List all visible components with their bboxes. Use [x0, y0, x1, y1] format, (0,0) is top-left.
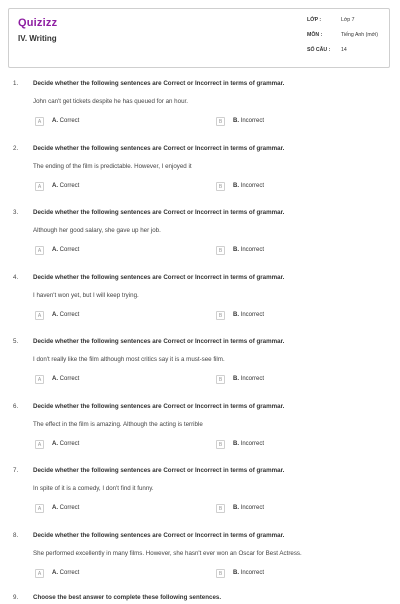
option-a-checkbox[interactable]: A — [35, 311, 44, 320]
option-b-prefix: B. — [233, 247, 239, 253]
option-a-label — [52, 441, 79, 447]
quizizz-logo: Quizizz — [18, 17, 58, 29]
question-number: 5. — [13, 338, 19, 345]
option-a-prefix: A. — [52, 183, 58, 189]
option-b-text: Incorrect — [240, 183, 265, 189]
question-prompt: Choose the best answer to complete these following sentences. — [33, 594, 222, 601]
question-item-partial — [0, 594, 400, 604]
option-b-text: Incorrect — [240, 570, 265, 576]
option-b-label — [233, 183, 264, 189]
question-sentence: I don't really like the film although most critics say it is a must-see film. — [33, 356, 225, 363]
question-number: 7. — [13, 467, 19, 474]
option-b-prefix: B. — [233, 376, 239, 382]
meta-value: Tiếng Anh (mới) — [341, 32, 378, 38]
option-a-label — [52, 247, 79, 253]
option-a-text: Correct — [59, 312, 80, 318]
question-item — [0, 145, 400, 209]
option-b-text: Incorrect — [240, 505, 265, 511]
option-b-label — [233, 441, 264, 447]
question-prompt: Decide whether the following sentences are Correct or Incorrect in terms of grammar. — [33, 532, 285, 539]
option-b-checkbox[interactable]: B — [216, 117, 225, 126]
option-a-text: Correct — [59, 570, 80, 576]
question-item — [0, 338, 400, 402]
option-a-text: Correct — [59, 505, 80, 511]
section-title: IV. Writing — [18, 34, 57, 43]
option-b-text: Incorrect — [240, 441, 265, 447]
option-a-label — [52, 505, 79, 511]
question-sentence: The effect in the film is amazing. Although the acting is terrible — [33, 421, 203, 428]
option-b-label — [233, 312, 264, 318]
option-b-label — [233, 247, 264, 253]
option-a-label — [52, 570, 79, 576]
option-a-text: Correct — [59, 376, 80, 382]
question-item — [0, 274, 400, 338]
question-prompt: Decide whether the following sentences are Correct or Incorrect in terms of grammar. — [33, 467, 285, 474]
option-a-checkbox[interactable]: A — [35, 375, 44, 384]
option-b-checkbox[interactable]: B — [216, 440, 225, 449]
question-number: 6. — [13, 403, 19, 410]
option-b-prefix: B. — [233, 312, 239, 318]
question-number: 4. — [13, 274, 19, 281]
question-number: 2. — [13, 145, 19, 152]
question-number: 8. — [13, 532, 19, 539]
option-a-checkbox[interactable]: A — [35, 117, 44, 126]
question-sentence: In spite of it is a comedy, I don't find it funny. — [33, 485, 154, 492]
option-a-label — [52, 118, 79, 124]
option-a-label — [52, 312, 79, 318]
option-a-prefix: A. — [52, 505, 58, 511]
option-b-label — [233, 570, 264, 576]
option-b-checkbox[interactable]: B — [216, 246, 225, 255]
question-prompt: Decide whether the following sentences are Correct or Incorrect in terms of grammar. — [33, 403, 285, 410]
option-a-checkbox[interactable]: A — [35, 569, 44, 578]
option-a-checkbox[interactable]: A — [35, 246, 44, 255]
option-a-text: Correct — [59, 183, 80, 189]
option-a-label — [52, 183, 79, 189]
option-a-text: Correct — [59, 247, 80, 253]
option-b-checkbox[interactable]: B — [216, 569, 225, 578]
question-sentence: I haven't won yet, but I will keep trying. — [33, 292, 139, 299]
meta-value: 14 — [341, 47, 347, 53]
question-prompt: Decide whether the following sentences are Correct or Incorrect in terms of grammar. — [33, 274, 285, 281]
option-b-label — [233, 376, 264, 382]
question-prompt: Decide whether the following sentences are Correct or Incorrect in terms of grammar. — [33, 338, 285, 345]
meta-label: LỚP : — [307, 17, 322, 23]
option-a-prefix: A. — [52, 441, 58, 447]
option-a-checkbox[interactable]: A — [35, 440, 44, 449]
question-sentence: Although her good salary, she gave up her job. — [33, 227, 161, 234]
option-b-prefix: B. — [233, 570, 239, 576]
option-b-text: Incorrect — [240, 376, 265, 382]
option-b-checkbox[interactable]: B — [216, 311, 225, 320]
question-sentence: John can't get tickets despite he has queued for an hour. — [33, 98, 188, 105]
option-b-checkbox[interactable]: B — [216, 182, 225, 191]
meta-label: MÔN : — [307, 32, 323, 38]
option-b-text: Incorrect — [240, 312, 265, 318]
option-b-text: Incorrect — [240, 247, 265, 253]
question-item — [0, 532, 400, 596]
option-a-text: Correct — [59, 118, 80, 124]
question-prompt: Decide whether the following sentences are Correct or Incorrect in terms of grammar. — [33, 80, 285, 87]
option-a-prefix: A. — [52, 376, 58, 382]
question-number: 1. — [13, 80, 19, 87]
option-b-prefix: B. — [233, 441, 239, 447]
question-number: 3. — [13, 209, 19, 216]
question-sentence: The ending of the film is predictable. However, I enjoyed it — [33, 163, 192, 170]
option-a-prefix: A. — [52, 570, 58, 576]
option-b-prefix: B. — [233, 118, 239, 124]
question-prompt: Decide whether the following sentences are Correct or Incorrect in terms of grammar. — [33, 145, 285, 152]
option-a-prefix: A. — [52, 247, 58, 253]
option-a-checkbox[interactable]: A — [35, 504, 44, 513]
option-b-prefix: B. — [233, 183, 239, 189]
question-item — [0, 209, 400, 273]
question-item — [0, 403, 400, 467]
option-b-label — [233, 118, 264, 124]
option-b-label — [233, 505, 264, 511]
option-a-prefix: A. — [52, 118, 58, 124]
option-a-prefix: A. — [52, 312, 58, 318]
worksheet-header — [8, 8, 390, 68]
question-item — [0, 467, 400, 531]
question-sentence: She performed excellently in many films. However, she hasn't ever won an Oscar for Best Actress. — [33, 550, 302, 557]
option-b-checkbox[interactable]: B — [216, 504, 225, 513]
meta-label: SỐ CÂU : — [307, 47, 331, 53]
option-b-text: Incorrect — [240, 118, 265, 124]
option-a-label — [52, 376, 79, 382]
question-number: 9. — [13, 594, 19, 601]
question-item — [0, 80, 400, 144]
option-a-checkbox[interactable]: A — [35, 182, 44, 191]
option-a-text: Correct — [59, 441, 80, 447]
question-prompt: Decide whether the following sentences are Correct or Incorrect in terms of grammar. — [33, 209, 285, 216]
option-b-checkbox[interactable]: B — [216, 375, 225, 384]
meta-value: Lớp 7 — [341, 17, 355, 23]
option-b-prefix: B. — [233, 505, 239, 511]
